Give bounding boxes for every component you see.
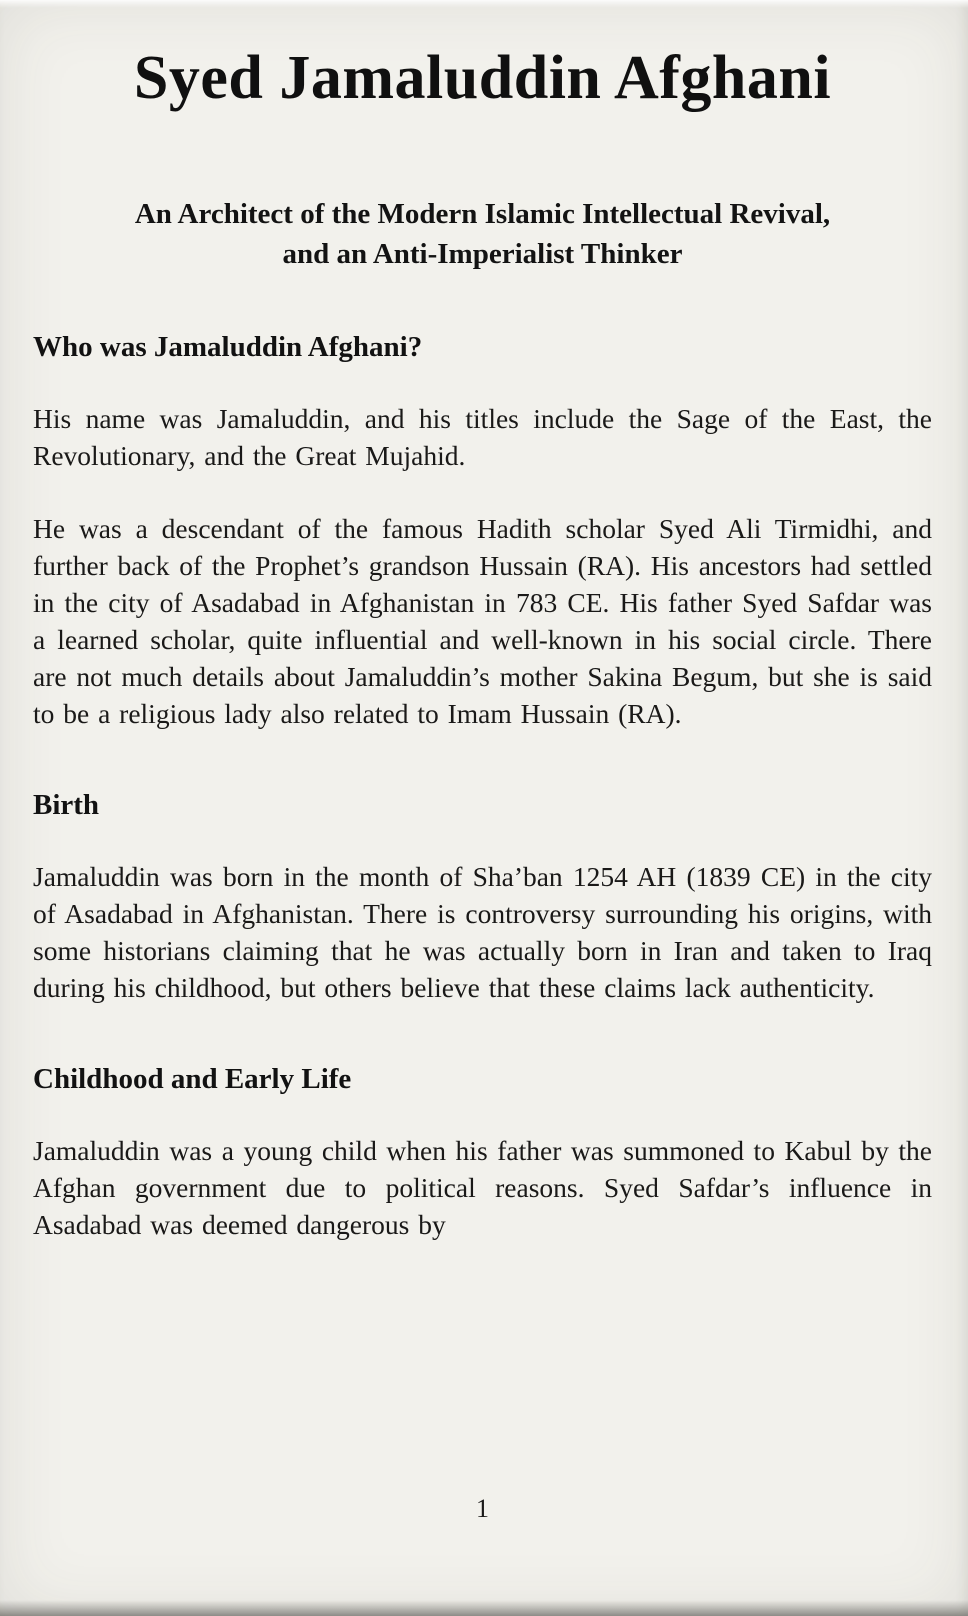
section-who-was — [33, 330, 932, 732]
page-number: 1 — [476, 1494, 489, 1523]
section-birth — [33, 788, 932, 1006]
scan-edge-bottom — [0, 1600, 968, 1616]
section-heading: Who was Jamaluddin Afghani? — [33, 331, 423, 363]
section-childhood — [33, 1062, 932, 1243]
subtitle-line-1: An Architect of the Modern Islamic Intellectual Revival, — [134, 198, 831, 230]
section-heading: Childhood and Early Life — [33, 1063, 352, 1095]
paragraph: Jamaluddin was born in the month of Sha’ban 1254 AH (1839 CE) in the city of Asadabad in Afghanistan. There is controversy surrounding his origins, with some historians claiming that he was actually born in Iran and taken to Iraq during his childhood, but others believe that these claims lack authenticity. — [33, 861, 932, 1003]
paragraph: He was a descendant of the famous Hadith scholar Syed Ali Tirmidhi, and further back of the Prophet’s grandson Hussain (RA). His ancestors had settled in the city of Asadabad in Afghanistan in 783 CE. His father Syed Safdar was a learned scholar, quite influential and well-known in his social circle. There are not much details about Jamaluddin’s mother Sakina Begum, but she is said to be a religious lady also related to Imam Hussain (RA). — [33, 513, 932, 729]
subtitle-line-2: and an Anti-Imperialist Thinker — [282, 238, 683, 270]
paragraph: Jamaluddin was a young child when his father was summoned to Kabul by the Afghan government due to political reasons. Syed Safdar’s influence in Asadabad was deemed dangerous by — [33, 1135, 932, 1240]
page-subtitle — [33, 194, 932, 274]
page-title: Syed Jamaluddin Afghani — [133, 44, 832, 112]
paragraph: His name was Jamaluddin, and his titles include the Sage of the East, the Revolutionary, and the Great Mujahid. — [33, 403, 932, 471]
section-heading: Birth — [33, 789, 100, 821]
